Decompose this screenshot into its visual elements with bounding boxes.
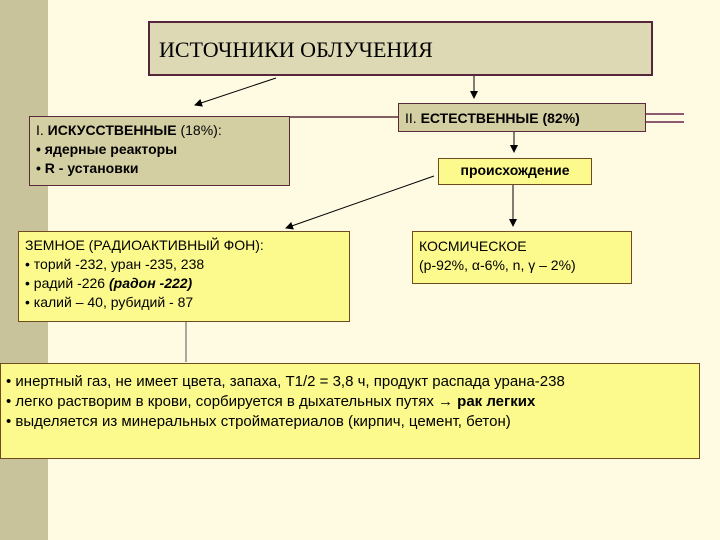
radon-item-1: • инертный газ, не имеет цвета, запаха, Т1/2 = 3,8 ч, продукт распада урана-238	[6, 373, 565, 390]
earth-box	[18, 231, 350, 322]
earth-item-1: • торий -232, уран -235, 238	[25, 256, 205, 272]
cosmic-box	[412, 231, 632, 284]
cosmic-heading: КОСМИЧЕСКОЕ	[419, 238, 527, 254]
artificial-item-1: • ядерные реакторы	[36, 141, 178, 157]
lung-cancer-label: → рак легких	[438, 393, 536, 410]
earth-item-2: • радий -226 (радон -222)	[25, 275, 193, 291]
earth-item-3: • калий – 40, рубидий - 87	[25, 294, 194, 310]
radon-item-2: • легко растворим в крови, сорбируется в дыхательных путях → рак легких	[6, 393, 536, 410]
radon-item-3: • выделяется из минеральных стройматериалов (кирпич, цемент, бетон)	[6, 413, 511, 430]
radon-box	[0, 363, 700, 459]
cosmic-composition: (p-92%, α-6%, n, γ – 2%)	[419, 257, 576, 273]
earth-heading: ЗЕМНОЕ (РАДИОАКТИВНЫЙ ФОН):	[25, 237, 264, 253]
arrow-to-artificial	[195, 78, 276, 105]
artificial-box	[29, 116, 290, 186]
origin-box	[438, 158, 592, 185]
artificial-item-2: • R - установки	[36, 160, 139, 176]
natural-box	[398, 103, 646, 132]
arrow-to-earth	[286, 176, 434, 228]
origin-label: происхождение	[460, 162, 570, 178]
title-text: ИСТОЧНИКИ ОБЛУЧЕНИЯ	[159, 37, 433, 62]
title-box	[148, 21, 653, 76]
artificial-heading: I. ИСКУССТВЕННЫЕ (18%):	[36, 122, 222, 138]
natural-heading: II. ЕСТЕСТВЕННЫЕ (82%)	[405, 110, 580, 126]
radon-highlight: (радон -222)	[108, 275, 193, 291]
